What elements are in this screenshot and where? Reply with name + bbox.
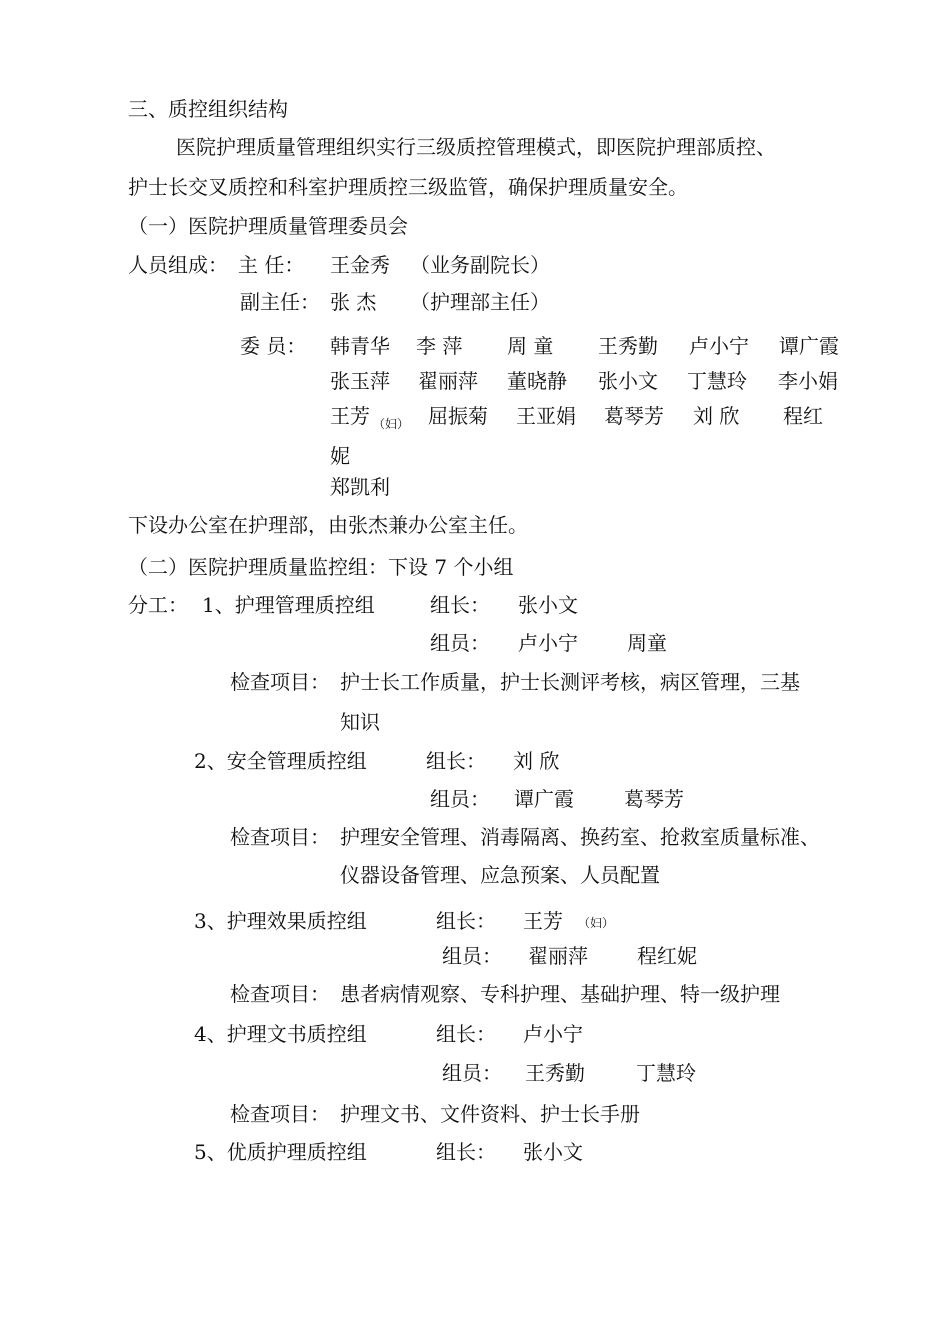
committee-member: 张小文 [598, 369, 658, 393]
group-leader-label: 组长： [436, 1140, 496, 1164]
group-leader: 卢小宁 [523, 1022, 583, 1046]
committee-member: 葛琴芳 [604, 404, 664, 428]
group-leader: 王芳 [523, 909, 563, 933]
section-heading: 三、质控组织结构 [128, 97, 288, 121]
committee-member: 卢小宁 [689, 334, 749, 358]
check-items-line-1: 护理文书、文件资料、护士长手册 [340, 1102, 640, 1126]
committee-member-note: （妇） [373, 417, 410, 431]
committee-member: 翟丽萍 [418, 369, 478, 393]
check-label: 检查项目： [230, 1102, 330, 1126]
committee-member: 周 童 [507, 334, 554, 358]
group-leader-label: 组长： [426, 749, 486, 773]
committee-member: 李 萍 [416, 334, 463, 358]
committee-member: 丁慧玲 [687, 369, 747, 393]
group-member: 王秀勤 [525, 1061, 585, 1085]
group-leader-label: 组长： [430, 593, 490, 617]
group-leader: 张小文 [518, 593, 578, 617]
director-label: 主 任： [238, 253, 305, 277]
group-member: 谭广霞 [514, 787, 574, 811]
group-member: 周童 [627, 631, 667, 655]
committee-member: 董晓静 [507, 369, 567, 393]
committee-member: 李小娟 [778, 369, 838, 393]
office-note: 下设办公室在护理部，由张杰兼办公室主任。 [128, 513, 528, 537]
group-member: 丁慧玲 [636, 1061, 696, 1085]
members-label: 人员组成： [128, 253, 228, 277]
committee-member: 程红 [783, 404, 823, 428]
director-note: （业务副院长） [410, 253, 550, 277]
check-label: 检查项目： [230, 670, 330, 694]
committee-member: 韩青华 [330, 334, 390, 358]
committee-member: 王秀勤 [598, 334, 658, 358]
committee-member-wrap: 妮 [330, 444, 350, 468]
member-label: 委 员： [240, 334, 307, 358]
committee-member: 王芳 [330, 404, 370, 428]
group-leader: 张小文 [523, 1140, 583, 1164]
group-member: 翟丽萍 [528, 944, 588, 968]
director-name: 王金秀 [330, 253, 390, 277]
group-name: 2、安全管理质控组 [194, 749, 367, 773]
group-member: 葛琴芳 [624, 787, 684, 811]
group-name: 1、护理管理质控组 [202, 593, 375, 617]
check-items-line-1: 护士长工作质量，护士长测评考核，病区管理，三基 [340, 670, 800, 694]
check-items-line-2: 知识 [340, 710, 380, 734]
check-items-line-1: 患者病情观察、专科护理、基础护理、特一级护理 [340, 982, 780, 1006]
division-label: 分工： [128, 593, 188, 617]
check-items-line-2: 仪器设备管理、应急预案、人员配置 [340, 863, 660, 887]
intro-line-2: 护士长交叉质控和科室护理质控三级监管，确保护理质量安全。 [128, 175, 688, 199]
deputy-label: 副主任： [240, 290, 320, 314]
group-member: 程红妮 [637, 944, 697, 968]
group-leader-note: （妇） [578, 916, 615, 930]
group-member-label: 组员： [442, 1061, 502, 1085]
deputy-note: （护理部主任） [410, 290, 550, 314]
committee-member: 王亚娟 [516, 404, 576, 428]
group-member-label: 组员： [430, 631, 490, 655]
committee-member: 张玉萍 [330, 369, 390, 393]
committee-member: 谭广霞 [779, 334, 839, 358]
committee-member: 屈振菊 [428, 404, 488, 428]
group-leader-label: 组长： [436, 1022, 496, 1046]
group-name: 5、优质护理质控组 [194, 1140, 367, 1164]
committee-member: 郑凯利 [330, 475, 390, 499]
group-member-label: 组员： [442, 944, 502, 968]
monitor-title: （二）医院护理质量监控组：下设 7 个小组 [128, 555, 514, 579]
group-name: 3、护理效果质控组 [194, 909, 367, 933]
group-name: 4、护理文书质控组 [194, 1022, 367, 1046]
check-items-line-1: 护理安全管理、消毒隔离、换药室、抢救室质量标准、 [340, 825, 820, 849]
check-label: 检查项目： [230, 982, 330, 1006]
check-label: 检查项目： [230, 825, 330, 849]
group-leader-label: 组长： [436, 909, 496, 933]
group-member: 卢小宁 [518, 631, 578, 655]
group-leader: 刘 欣 [513, 749, 560, 773]
committee-title: （一）医院护理质量管理委员会 [128, 214, 408, 238]
committee-member: 刘 欣 [693, 404, 740, 428]
deputy-name: 张 杰 [330, 290, 377, 314]
intro-line-1: 医院护理质量管理组织实行三级质控管理模式，即医院护理部质控、 [176, 135, 776, 159]
group-member-label: 组员： [430, 787, 490, 811]
